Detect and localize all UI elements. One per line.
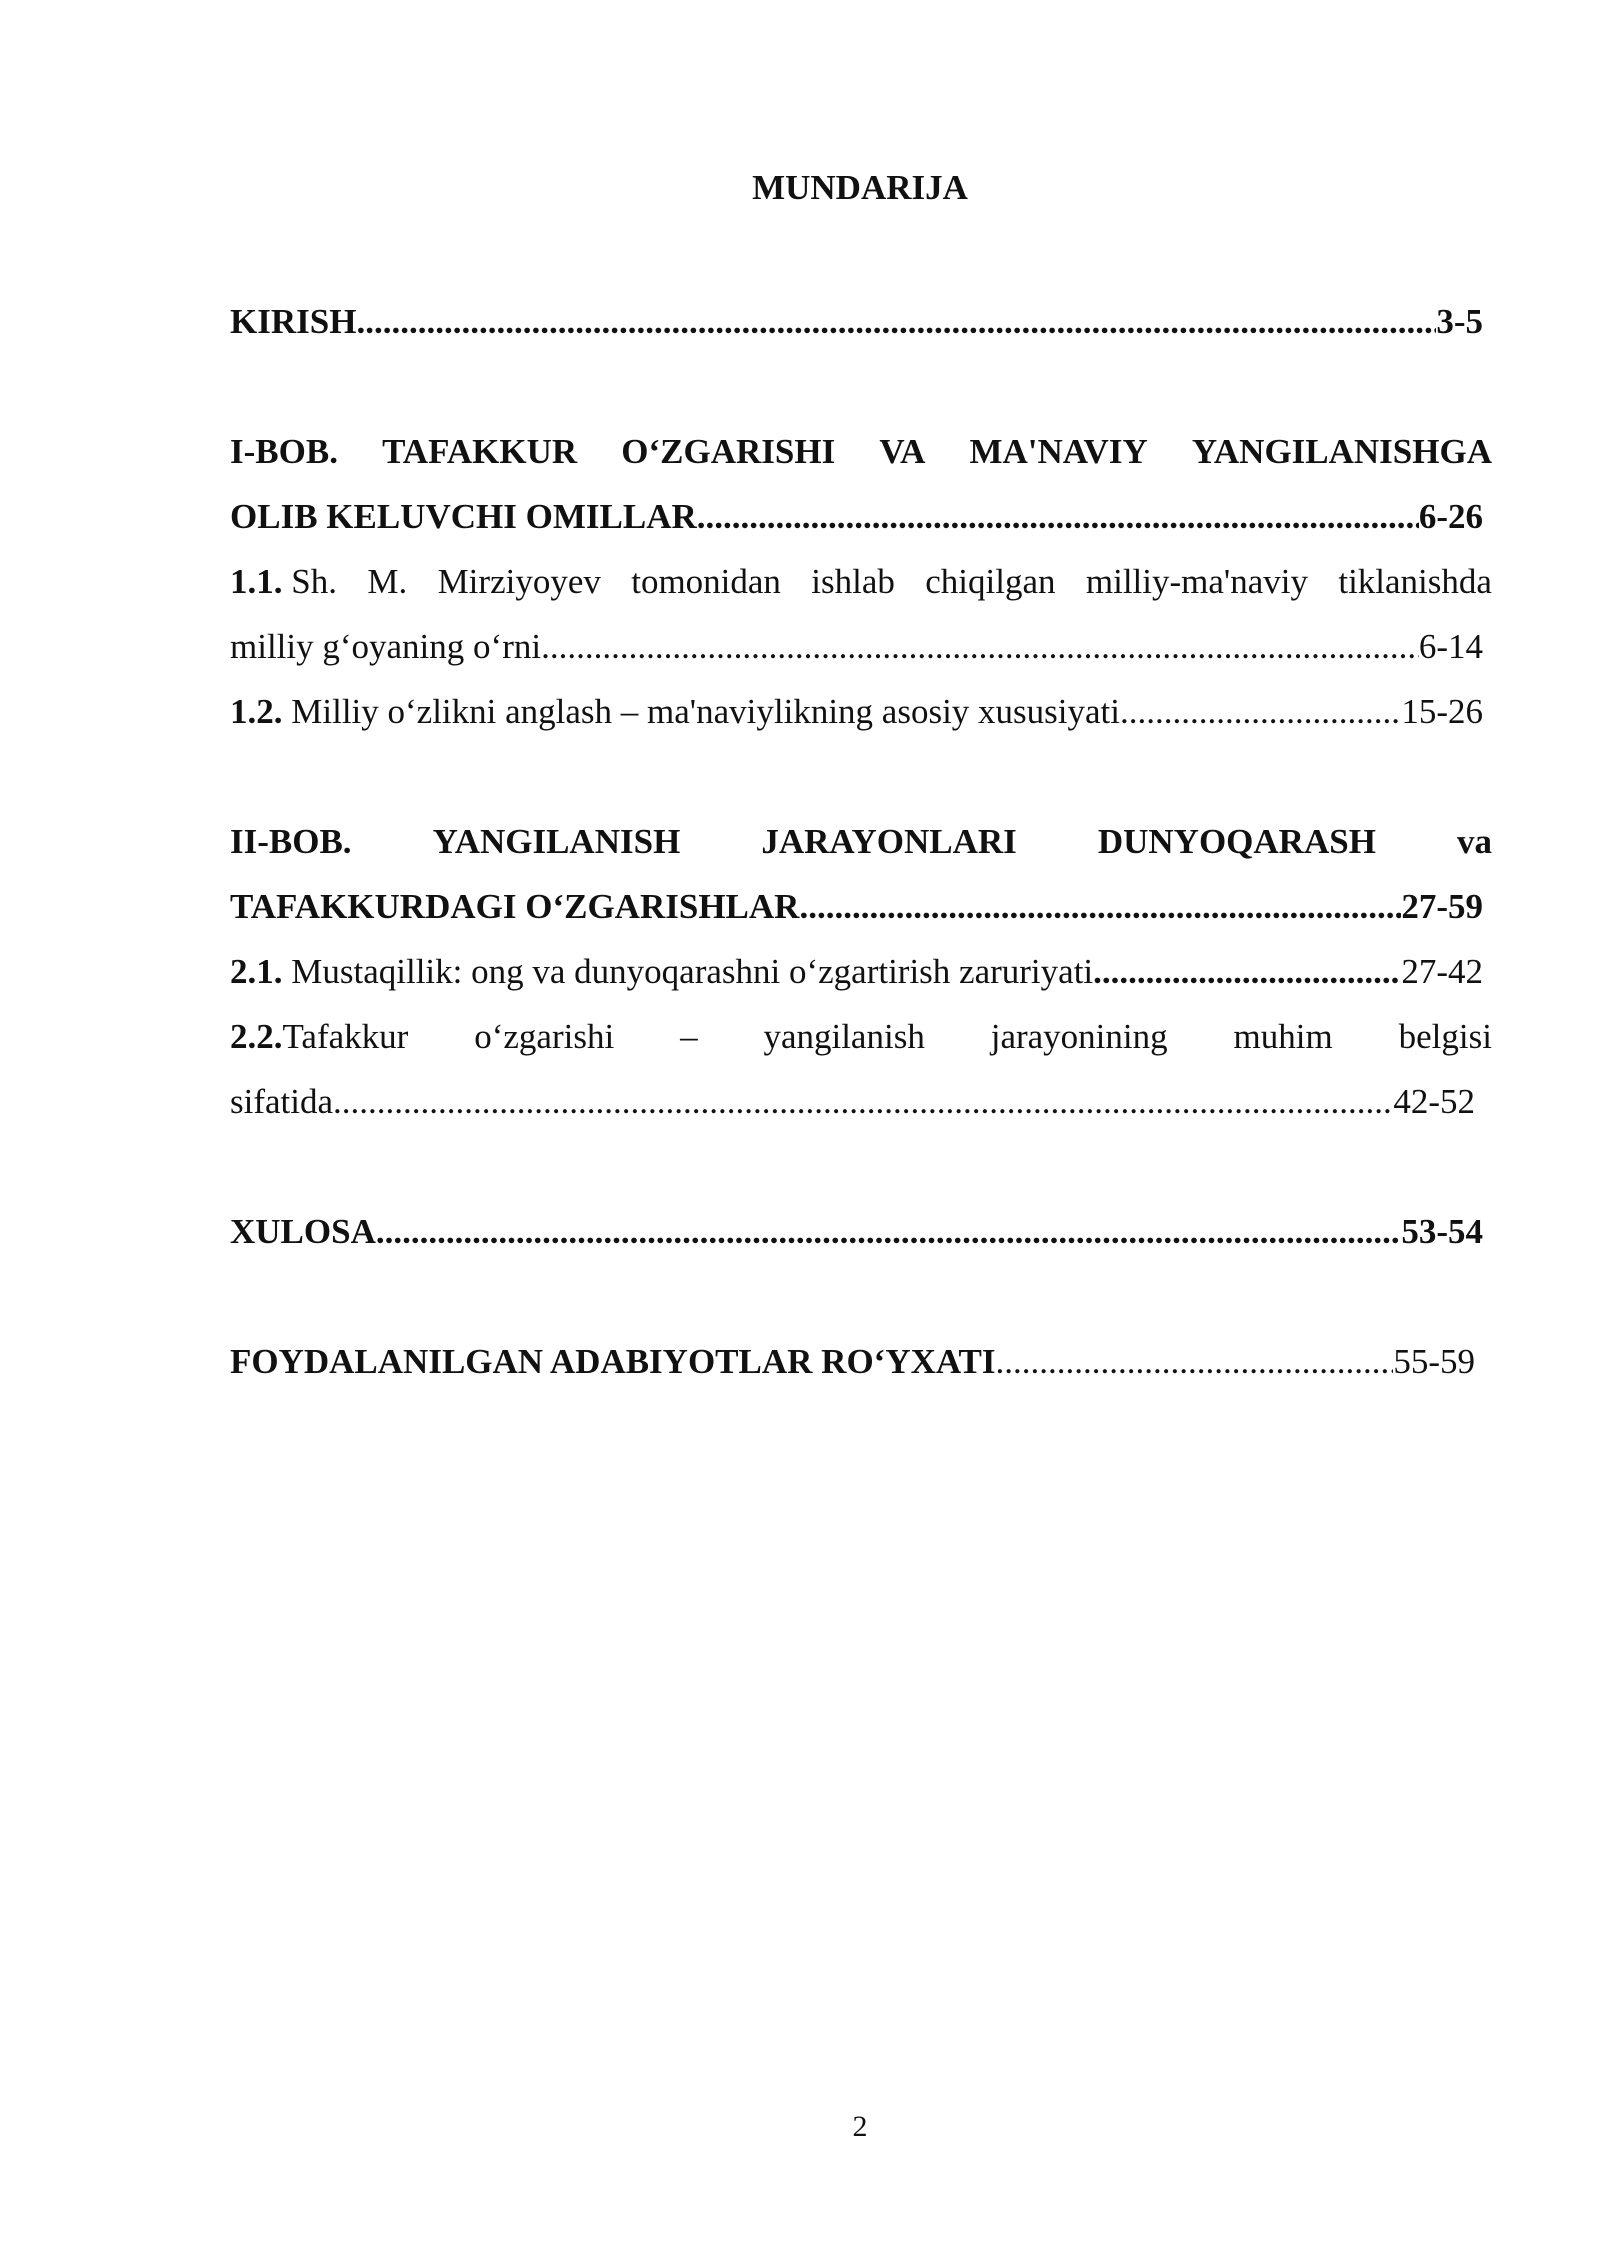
- dot-leader: [376, 1210, 1401, 1254]
- toc-entry-pages: 55-59: [1393, 1342, 1475, 1381]
- toc-entry-pages: 27-59: [1401, 887, 1483, 926]
- page-number: 2: [852, 2110, 868, 2143]
- toc-entry-title: XULOSA: [230, 1212, 376, 1251]
- toc-entry-1-1-line1: [230, 560, 1492, 604]
- word: milliy-ma'naviy: [1085, 562, 1308, 601]
- toc-entry-pages: 27-42: [1401, 952, 1483, 991]
- page-title: MUNDARIJA: [752, 168, 968, 207]
- word: YANGILANISH: [432, 822, 681, 861]
- dot-leader: [996, 1340, 1394, 1384]
- toc-entry-title: Mustaqillik: ong va dunyoqarashni o‘zgartirish zaruriyati: [291, 952, 1094, 991]
- word: Tafakkur: [282, 1017, 409, 1056]
- word: VA: [879, 432, 926, 471]
- word: M.: [367, 562, 408, 601]
- toc-entry-pages: 3-5: [1436, 302, 1483, 341]
- toc-entry-pages: 53-54: [1401, 1212, 1483, 1251]
- word: YANGILANISHGA: [1191, 432, 1492, 471]
- dot-leader: [356, 300, 1436, 344]
- section-number-with-word: [230, 1015, 408, 1059]
- section-number: 1.1.: [230, 562, 283, 601]
- toc-entry-pages: 6-14: [1418, 627, 1483, 666]
- toc-entry-title: KIRISH: [230, 302, 357, 341]
- toc-entry-title: sifatida: [230, 1082, 334, 1121]
- word: o‘zgarishi: [474, 1017, 615, 1056]
- dot-leader: [799, 885, 1401, 929]
- toc-entry-pages: 15-26: [1401, 692, 1483, 731]
- toc-entry-bob2-line2: [230, 885, 1483, 929]
- section-number: 2.1.: [230, 952, 283, 991]
- toc-entry-title-block: [230, 950, 1093, 994]
- dot-leader: [333, 1080, 1393, 1124]
- word: chiqilgan: [925, 562, 1056, 601]
- word: ishlab: [811, 562, 895, 601]
- word: tomonidan: [631, 562, 781, 601]
- toc-entry-pages: 6-26: [1418, 497, 1483, 536]
- toc-entry-title: OLIB KELUVCHI OMILLAR: [230, 497, 697, 536]
- word: JARAYONLARI: [761, 822, 1017, 861]
- word: va: [1456, 822, 1492, 861]
- word: O‘ZGARISHI: [621, 432, 836, 471]
- word: Mirziyoyev: [437, 562, 601, 601]
- dot-leader: [697, 495, 1419, 539]
- toc-entry-kirish: [230, 300, 1483, 344]
- toc-entry-title: FOYDALANILGAN ADABIYOTLAR RO‘YXATI: [230, 1342, 996, 1381]
- word: tiklanishda: [1338, 562, 1492, 601]
- toc-entry-bob2-line1: [230, 820, 1492, 864]
- dot-leader: [1093, 950, 1401, 994]
- toc-entry-2-2-line2: [230, 1080, 1475, 1124]
- toc-entry-title: milliy g‘oyaning o‘rni: [230, 627, 542, 666]
- word: belgisi: [1398, 1017, 1492, 1056]
- dot-leader: [541, 625, 1419, 669]
- toc-entry-pages: 42-52: [1393, 1082, 1475, 1121]
- word: –: [680, 1017, 698, 1056]
- toc-entry-xulosa: [230, 1210, 1483, 1254]
- word: Sh.: [291, 562, 337, 601]
- toc-entry-bob1-line1: [230, 430, 1492, 474]
- word: I-BOB.: [230, 432, 338, 471]
- section-number: 2.2.: [230, 1017, 283, 1056]
- toc-entry-2-1: [230, 950, 1483, 994]
- toc-entry-1-2: [230, 690, 1483, 734]
- word: yangilanish: [763, 1017, 925, 1056]
- word: II-BOB.: [230, 822, 352, 861]
- toc-entry-title: TAFAKKURDAGI O‘ZGARISHLAR: [230, 887, 800, 926]
- dot-leader: [1120, 690, 1401, 734]
- section-number-with-word: [230, 560, 337, 604]
- word: DUNYOQARASH: [1097, 822, 1376, 861]
- toc-entry-title-block: [230, 690, 1120, 734]
- section-number: 1.2.: [230, 692, 283, 731]
- toc-entry-2-2-line1: [230, 1015, 1492, 1059]
- word: TAFAKKUR: [382, 432, 578, 471]
- word: muhim: [1233, 1017, 1333, 1056]
- toc-entry-1-1-line2: [230, 625, 1483, 669]
- toc-entry-title: Milliy o‘zlikni anglash – ma'naviylikning asosiy xususiyati: [291, 692, 1120, 731]
- toc-entry-bob1-line2: [230, 495, 1483, 539]
- word: MA'NAVIY: [969, 432, 1148, 471]
- word: jarayonining: [990, 1017, 1168, 1056]
- toc-entry-adabiyotlar: [230, 1340, 1475, 1384]
